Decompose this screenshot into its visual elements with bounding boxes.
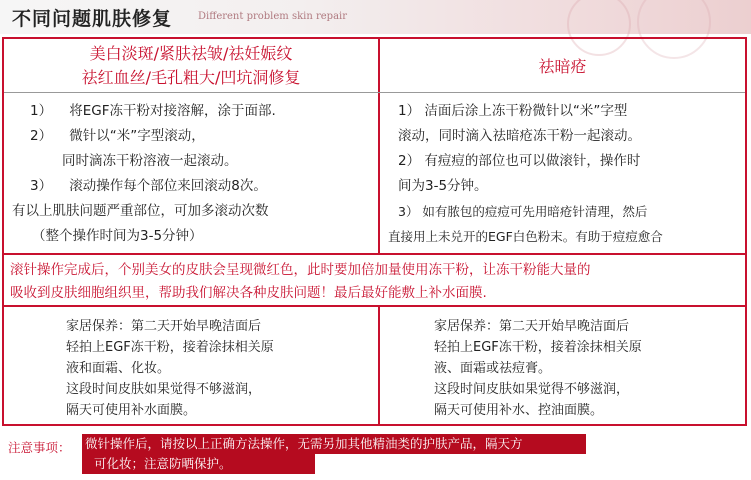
precautions-line: 可化妆；注意防晒保护。 [82,454,315,474]
step-item [26,124,378,149]
precautions [8,434,748,478]
right-steps [382,93,745,255]
left-steps [4,93,378,255]
home-care-right [382,307,745,424]
heading-text: 祛暗疮 [538,57,587,76]
time-note: （整个操作时间为3-5分钟） [32,228,203,244]
home-care-line: 隔天可使用补水、控油面膜。 [434,403,604,418]
extra-note: 有以上肌肤问题严重部位，可加多滚动次数 [12,203,269,219]
home-care-line: 家居保养：第二天开始早晚洁面后 [434,319,630,334]
precautions-line: 微针操作后，请按以上正确方法操作，无需另加其他精油类的护肤产品，隔天方 [82,434,586,454]
header-banner [0,0,751,34]
note-line: 滚针操作完成后，个别美女的皮肤会呈现微红色，此时要加倍加量使用冻干粉，让冻干粉能大量的 [10,262,591,278]
step-line: 滚动，同时滴入祛暗疮冻干粉一起滚动。 [398,128,641,144]
home-care-line: 液、面霜或祛痘膏。 [434,361,552,376]
home-care-line: 这段时间皮肤如果觉得不够滋润， [66,382,262,397]
page-title: 不同问题肌肤修复 [12,8,173,30]
step-number: 1） [30,103,53,119]
heading-line: 美白淡斑/紧肤祛皱/祛妊娠纹 [89,44,293,63]
heading-line: 祛红血丝/毛孔粗大/凹坑洞修复 [81,68,301,87]
home-care-line: 液和面霜、化妆。 [66,361,171,376]
home-care-line: 家居保养：第二天开始早晚洁面后 [66,319,262,334]
step-number: 3） [30,178,53,194]
home-care-line: 隔天可使用补水面膜。 [66,403,197,418]
column-divider [378,307,380,424]
home-care-left [4,307,378,424]
step-number: 2） [30,128,53,144]
step-line: 2） 有痘痘的部位也可以做滚针，操作时 [398,153,641,169]
step-text: 同时滴冻干粉溶液一起滚动。 [62,153,238,169]
step-line: 3） 如有脓包的痘痘可先用暗疮针清理，然后 [398,204,648,219]
step-line: 直接用上未兑开的EGF白色粉末。有助于痘痘愈合 [388,229,663,244]
step-item [26,149,378,174]
after-care-note [4,255,745,306]
precautions-label: 注意事项： [8,440,71,455]
step-line: 间为3-5分钟。 [398,178,488,194]
left-column-heading [4,39,378,92]
step-item [26,174,378,199]
home-care-line: 轻拍上EGF冻干粉，接着涂抹相关原 [66,340,274,355]
right-column-heading [380,39,745,92]
step-item [26,99,378,124]
step-text: 微针以“米”字型滚动， [69,128,205,144]
home-care-line: 这段时间皮肤如果觉得不够滋润， [434,382,630,397]
note-line: 吸收到皮肤细胞组织里，帮助我们解决各种皮肤问题！最后最好能敷上补水面膜. [10,285,487,301]
step-line: 1） 洁面后涂上冻干粉微针以“米”字型 [398,103,628,119]
treatment-table [2,37,747,426]
home-care-line: 轻拍上EGF冻干粉，接着涂抹相关原 [434,340,642,355]
step-text: 将EGF冻干粉对接溶解，涂于面部. [69,103,276,119]
page-subtitle: Different problem skin repair [198,11,348,22]
step-text: 滚动操作每个部位来回滚动8次。 [69,178,267,194]
